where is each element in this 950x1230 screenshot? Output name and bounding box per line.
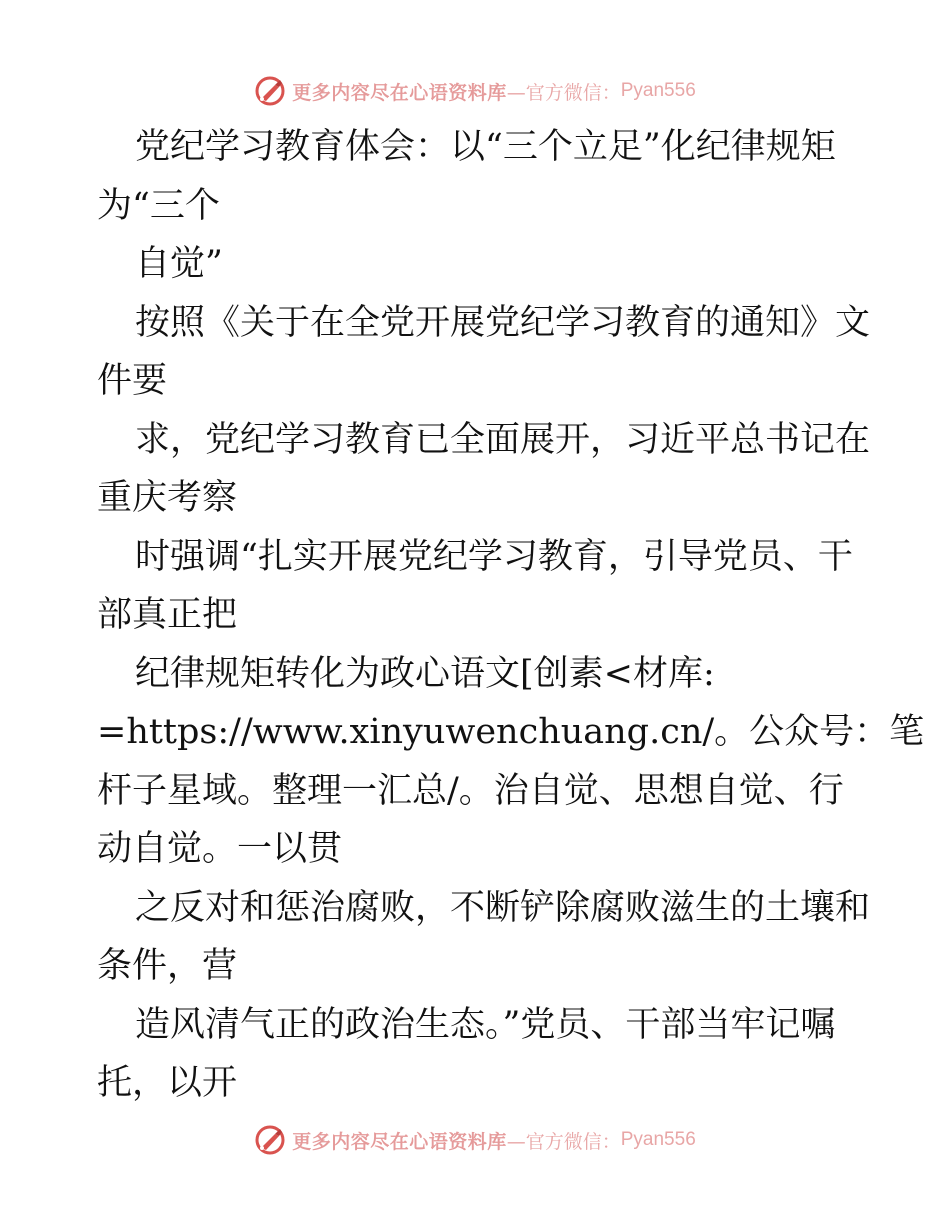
body-line: 按照《关于在全党开展党纪学习教育的通知》文: [135, 303, 871, 343]
banner-main-text: 更多内容尽在心语资料库: [292, 81, 507, 104]
banner-sub-text: —官方微信：: [506, 81, 621, 104]
body-line: 自觉”: [135, 244, 223, 284]
body-line: 动自觉。一以贯: [97, 829, 343, 869]
banner-main-text: 更多内容尽在心语资料库: [292, 1130, 507, 1153]
body-line: 条件，营: [97, 946, 238, 986]
banner-sub-text: —官方微信：: [506, 1130, 621, 1153]
body-line: 党纪学习教育体会：以“三个立足”化纪律规矩: [135, 127, 836, 167]
body-line: 纪律规矩转化为政心语文[创素<材库:: [135, 654, 715, 694]
body-line: 托，以开: [97, 1063, 238, 1103]
body-line: 之反对和惩治腐败，不断铲除腐败滋生的土壤和: [135, 888, 871, 928]
body-line: =https://www.xinyuwenchuang.cn/。公众号：笔: [97, 712, 925, 752]
body-line: 件要: [97, 361, 168, 401]
banner-wechat-id: Pyan556: [620, 80, 696, 101]
body-line: 为“三个: [97, 186, 220, 226]
footer-watermark-banner: [0, 1120, 950, 1160]
body-line: 时强调“扎实开展党纪学习教育，引导党员、干: [135, 537, 853, 577]
body-line: 重庆考察: [97, 478, 238, 518]
body-line: 求，党纪学习教育已全面展开，习近平总书记在: [135, 420, 871, 460]
body-line: 部真正把: [97, 595, 238, 635]
body-line: 造风清气正的政治生态。”党员、干部当牢记嘱: [135, 1005, 836, 1045]
body-line: 杆子星域。整理一汇总/。治自觉、思想自觉、行: [97, 771, 844, 811]
banner-wechat-id: Pyan556: [620, 1129, 696, 1150]
pen-logo-icon: [254, 1124, 286, 1156]
